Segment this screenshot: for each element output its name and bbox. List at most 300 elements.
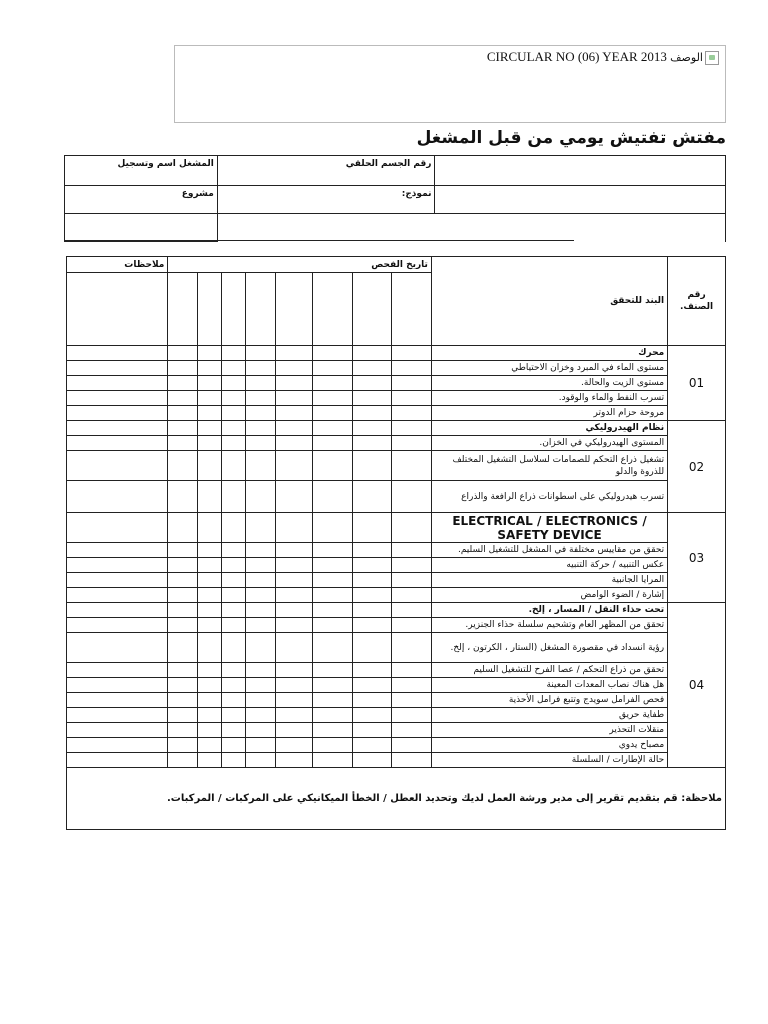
check-item: تحقق من ذراع التحكم / عصا الفرح للتشغيل السليم — [431, 663, 667, 678]
check-cell[interactable] — [222, 376, 246, 391]
check-cell[interactable] — [67, 436, 168, 451]
section-heading: تحت حذاء النقل / المسار ، إلخ. — [431, 603, 667, 618]
check-cell[interactable] — [168, 406, 197, 421]
footer-note: ملاحظة: قم بتقديم تقرير إلى مدير ورشة العمل لديك وتحديد العطل / الخطأ الميكانيكي على المركبات / المركبات. — [67, 768, 726, 830]
check-cell[interactable] — [67, 376, 168, 391]
check-cell[interactable] — [168, 376, 197, 391]
check-cell[interactable] — [168, 738, 197, 753]
check-cell[interactable] — [275, 543, 313, 558]
check-cell[interactable] — [67, 723, 168, 738]
check-item: مستوى الزيت والحالة. — [431, 376, 667, 391]
check-cell[interactable] — [168, 543, 197, 558]
check-cell[interactable] — [246, 361, 275, 376]
check-cell[interactable] — [197, 406, 221, 421]
check-cell[interactable] — [275, 346, 313, 361]
check-cell[interactable] — [197, 603, 221, 618]
check-cell[interactable] — [313, 481, 353, 513]
check-cell[interactable] — [222, 346, 246, 361]
check-cell[interactable] — [246, 513, 275, 543]
check-cell[interactable] — [197, 753, 221, 768]
check-cell[interactable] — [168, 753, 197, 768]
table-row — [67, 663, 726, 678]
check-cell[interactable] — [246, 376, 275, 391]
check-cell[interactable] — [392, 603, 432, 618]
check-cell[interactable] — [392, 573, 432, 588]
check-cell[interactable] — [392, 708, 432, 723]
check-cell[interactable] — [352, 588, 392, 603]
check-cell[interactable] — [67, 603, 168, 618]
check-cell[interactable] — [222, 391, 246, 406]
check-cell[interactable] — [392, 436, 432, 451]
check-cell[interactable] — [67, 753, 168, 768]
check-cell[interactable] — [392, 618, 432, 633]
check-cell[interactable] — [313, 633, 353, 663]
check-cell[interactable] — [352, 678, 392, 693]
check-cell[interactable] — [352, 406, 392, 421]
check-cell[interactable] — [352, 738, 392, 753]
check-cell[interactable] — [352, 346, 392, 361]
divider-line — [64, 240, 574, 241]
check-cell[interactable] — [275, 708, 313, 723]
check-cell[interactable] — [168, 633, 197, 663]
check-cell[interactable] — [168, 618, 197, 633]
check-cell[interactable] — [168, 391, 197, 406]
check-cell[interactable] — [222, 738, 246, 753]
check-cell[interactable] — [275, 738, 313, 753]
check-cell[interactable] — [168, 513, 197, 543]
check-cell[interactable] — [197, 558, 221, 573]
check-cell[interactable] — [197, 678, 221, 693]
check-cell[interactable] — [197, 421, 221, 436]
check-cell[interactable] — [313, 376, 353, 391]
check-cell[interactable] — [275, 573, 313, 588]
check-item: مصباح يدوي — [431, 738, 667, 753]
table-row — [67, 481, 726, 513]
table-row — [67, 451, 726, 481]
check-cell[interactable] — [197, 346, 221, 361]
check-cell[interactable] — [197, 513, 221, 543]
broken-image-icon — [705, 51, 719, 65]
check-item: تسرب النفط والماء والوقود. — [431, 391, 667, 406]
check-item: تحقق من المظهر العام وتشحيم سلسلة حذاء الجنزير. — [431, 618, 667, 633]
check-cell[interactable] — [352, 391, 392, 406]
check-cell[interactable] — [168, 421, 197, 436]
check-cell[interactable] — [246, 436, 275, 451]
check-cell[interactable] — [352, 481, 392, 513]
check-cell[interactable] — [222, 693, 246, 708]
table-row — [67, 391, 726, 406]
check-cell[interactable] — [222, 678, 246, 693]
check-cell[interactable] — [313, 678, 353, 693]
table-row — [67, 633, 726, 663]
section-heading: نظام الهيدروليكي — [431, 421, 667, 436]
table-row — [67, 678, 726, 693]
extra-row-blank — [217, 214, 725, 242]
check-cell[interactable] — [246, 421, 275, 436]
check-cell[interactable] — [313, 738, 353, 753]
check-cell[interactable] — [168, 588, 197, 603]
check-cell[interactable] — [222, 708, 246, 723]
check-cell[interactable] — [392, 693, 432, 708]
section-heading: ELECTRICAL / ELECTRONICS / SAFETY DEVICE — [431, 513, 667, 543]
table-row — [67, 723, 726, 738]
check-cell[interactable] — [313, 708, 353, 723]
check-cell[interactable] — [275, 588, 313, 603]
check-cell[interactable] — [392, 451, 432, 481]
check-cell[interactable] — [246, 663, 275, 678]
check-cell[interactable] — [168, 573, 197, 588]
check-cell[interactable] — [67, 543, 168, 558]
check-cell[interactable] — [222, 618, 246, 633]
check-item: تشغيل ذراع التحكم للصمامات لسلاسل التشغيل المختلف للذروة والدلو — [431, 451, 667, 481]
check-cell[interactable] — [352, 708, 392, 723]
table-row — [67, 573, 726, 588]
section-number: 04 — [668, 603, 726, 768]
check-cell[interactable] — [275, 451, 313, 481]
check-cell[interactable] — [197, 391, 221, 406]
section-number: 03 — [668, 513, 726, 603]
check-item: المرايا الجانبية — [431, 573, 667, 588]
table-row — [67, 753, 726, 768]
check-cell[interactable] — [168, 693, 197, 708]
check-cell[interactable] — [67, 451, 168, 481]
check-cell[interactable] — [313, 693, 353, 708]
check-cell[interactable] — [197, 451, 221, 481]
check-cell[interactable] — [246, 633, 275, 663]
check-cell[interactable] — [67, 391, 168, 406]
operator-name-label: المشغل اسم وتسجيل — [65, 156, 218, 186]
check-cell[interactable] — [313, 346, 353, 361]
check-cell[interactable] — [222, 723, 246, 738]
check-cell[interactable] — [246, 738, 275, 753]
table-row — [67, 346, 726, 361]
check-cell[interactable] — [197, 618, 221, 633]
check-cell[interactable] — [246, 573, 275, 588]
image-alt-text: الوصف — [670, 51, 703, 64]
check-cell[interactable] — [392, 738, 432, 753]
inspection-table-body — [67, 257, 726, 830]
model-value[interactable] — [435, 186, 726, 214]
check-cell[interactable] — [67, 361, 168, 376]
table-row — [67, 738, 726, 753]
table-row — [67, 618, 726, 633]
check-cell[interactable] — [392, 346, 432, 361]
check-cell[interactable] — [392, 391, 432, 406]
check-cell[interactable] — [392, 633, 432, 663]
check-cell[interactable] — [313, 421, 353, 436]
table-row — [67, 436, 726, 451]
check-cell[interactable] — [168, 723, 197, 738]
check-cell[interactable] — [392, 678, 432, 693]
check-cell[interactable] — [197, 663, 221, 678]
check-cell[interactable] — [67, 693, 168, 708]
table-row — [67, 708, 726, 723]
check-cell[interactable] — [246, 678, 275, 693]
check-cell[interactable] — [222, 588, 246, 603]
check-cell[interactable] — [313, 391, 353, 406]
check-cell[interactable] — [67, 573, 168, 588]
table-row — [67, 361, 726, 376]
check-item: تسرب هيدروليكي على اسطوانات ذراع الرافعة والذراع — [431, 481, 667, 513]
check-cell[interactable] — [275, 663, 313, 678]
check-cell[interactable] — [392, 753, 432, 768]
check-cell[interactable] — [222, 513, 246, 543]
extra-cell[interactable] — [65, 214, 218, 242]
check-cell[interactable] — [67, 406, 168, 421]
circular-number: CIRCULAR NO (06) YEAR 2013 — [486, 49, 667, 64]
check-cell[interactable] — [246, 603, 275, 618]
check-cell[interactable] — [352, 573, 392, 588]
check-cell[interactable] — [168, 603, 197, 618]
check-cell[interactable] — [67, 738, 168, 753]
check-cell[interactable] — [275, 603, 313, 618]
page-title: مفتش تفتيش يومي من قبل المشغل — [416, 128, 726, 148]
date-column-cell[interactable] — [246, 273, 275, 346]
body-number-label: رقم الجسم الحلقي — [217, 156, 435, 186]
check-cell[interactable] — [275, 558, 313, 573]
check-cell[interactable] — [246, 693, 275, 708]
check-cell[interactable] — [313, 543, 353, 558]
check-cell[interactable] — [67, 708, 168, 723]
check-cell[interactable] — [197, 693, 221, 708]
check-cell[interactable] — [222, 573, 246, 588]
operator-info-table — [64, 155, 726, 242]
check-cell[interactable] — [67, 513, 168, 543]
check-cell[interactable] — [246, 391, 275, 406]
check-cell[interactable] — [168, 663, 197, 678]
table-row — [67, 513, 726, 543]
check-cell[interactable] — [67, 633, 168, 663]
check-cell[interactable] — [313, 603, 353, 618]
check-cell[interactable] — [197, 738, 221, 753]
check-cell[interactable] — [392, 723, 432, 738]
check-cell[interactable] — [275, 376, 313, 391]
check-cell[interactable] — [313, 406, 353, 421]
check-cell[interactable] — [222, 481, 246, 513]
check-cell[interactable] — [352, 723, 392, 738]
check-cell[interactable] — [67, 618, 168, 633]
check-cell[interactable] — [392, 588, 432, 603]
check-cell[interactable] — [67, 558, 168, 573]
section-number: 01 — [668, 346, 726, 421]
check-cell[interactable] — [275, 633, 313, 663]
table-row — [67, 558, 726, 573]
check-cell[interactable] — [275, 361, 313, 376]
check-cell[interactable] — [313, 513, 353, 543]
check-item: المستوى الهيدروليكي في الخزان. — [431, 436, 667, 451]
check-item: مستوى الماء في المبرد وخزان الاحتياطي — [431, 361, 667, 376]
check-cell[interactable] — [168, 436, 197, 451]
check-cell[interactable] — [197, 708, 221, 723]
check-cell[interactable] — [352, 361, 392, 376]
check-cell[interactable] — [222, 753, 246, 768]
date-column-cell[interactable] — [313, 273, 353, 346]
check-cell[interactable] — [246, 481, 275, 513]
check-cell[interactable] — [246, 618, 275, 633]
table-row — [67, 588, 726, 603]
check-cell[interactable] — [352, 376, 392, 391]
table-row — [67, 603, 726, 618]
check-cell[interactable] — [67, 481, 168, 513]
circular-header — [487, 49, 719, 65]
check-cell[interactable] — [246, 558, 275, 573]
inspection-table — [66, 256, 726, 830]
check-cell[interactable] — [392, 376, 432, 391]
check-cell[interactable] — [275, 406, 313, 421]
check-cell[interactable] — [197, 361, 221, 376]
check-cell[interactable] — [67, 678, 168, 693]
check-cell[interactable] — [313, 451, 353, 481]
table-row — [67, 406, 726, 421]
date-column-cell[interactable] — [222, 273, 246, 346]
check-cell[interactable] — [313, 588, 353, 603]
check-cell[interactable] — [352, 603, 392, 618]
table-row — [67, 376, 726, 391]
check-cell[interactable] — [275, 753, 313, 768]
check-cell[interactable] — [197, 588, 221, 603]
check-cell[interactable] — [275, 481, 313, 513]
check-cell[interactable] — [222, 406, 246, 421]
check-cell[interactable] — [392, 663, 432, 678]
check-cell[interactable] — [246, 406, 275, 421]
check-cell[interactable] — [246, 543, 275, 558]
check-cell[interactable] — [197, 481, 221, 513]
check-cell[interactable] — [352, 543, 392, 558]
check-cell[interactable] — [222, 558, 246, 573]
check-cell[interactable] — [275, 693, 313, 708]
check-cell[interactable] — [275, 391, 313, 406]
check-item: منقلات التحذير — [431, 723, 667, 738]
check-cell[interactable] — [392, 481, 432, 513]
check-cell[interactable] — [352, 753, 392, 768]
check-cell[interactable] — [168, 558, 197, 573]
check-cell[interactable] — [275, 513, 313, 543]
check-cell[interactable] — [222, 663, 246, 678]
check-cell[interactable] — [168, 451, 197, 481]
check-cell[interactable] — [392, 406, 432, 421]
check-cell[interactable] — [67, 588, 168, 603]
date-column-cell[interactable] — [67, 273, 168, 346]
check-item: تحقق من مقاييس مختلفة في المشغل للتشغيل السليم. — [431, 543, 667, 558]
check-cell[interactable] — [222, 633, 246, 663]
check-cell[interactable] — [275, 678, 313, 693]
check-item: إشارة / الضوء الوامض — [431, 588, 667, 603]
date-column-cell[interactable] — [197, 273, 221, 346]
check-cell[interactable] — [313, 618, 353, 633]
check-item: رؤية انسداد في مقصورة المشغل (الستار ، الكرتون ، إلخ. — [431, 633, 667, 663]
check-cell[interactable] — [222, 543, 246, 558]
check-cell[interactable] — [67, 346, 168, 361]
check-cell[interactable] — [168, 708, 197, 723]
check-cell[interactable] — [352, 421, 392, 436]
check-cell[interactable] — [222, 421, 246, 436]
check-cell[interactable] — [352, 513, 392, 543]
check-cell[interactable] — [392, 361, 432, 376]
date-column-cell[interactable] — [352, 273, 392, 346]
check-cell[interactable] — [275, 436, 313, 451]
check-item: حالة الإطارات / السلسلة — [431, 753, 667, 768]
body-number-value[interactable] — [435, 156, 726, 186]
check-cell[interactable] — [168, 346, 197, 361]
item-check-header: البند للتحقق — [431, 257, 667, 346]
check-cell[interactable] — [313, 753, 353, 768]
model-label: نموذج: — [217, 186, 435, 214]
check-cell[interactable] — [222, 436, 246, 451]
inspection-date-header: تاريخ الفحص — [168, 257, 432, 273]
table-row — [67, 693, 726, 708]
check-item: هل هناك نصاب المعدات المعينة — [431, 678, 667, 693]
check-cell[interactable] — [392, 558, 432, 573]
date-column-cell[interactable] — [392, 273, 432, 346]
check-cell[interactable] — [313, 361, 353, 376]
item-number-header: رقم الصنف. — [668, 257, 726, 346]
check-cell[interactable] — [313, 723, 353, 738]
check-cell[interactable] — [352, 558, 392, 573]
check-item: طفاية حريق — [431, 708, 667, 723]
check-cell[interactable] — [275, 723, 313, 738]
check-cell[interactable] — [352, 633, 392, 663]
table-header-row — [67, 257, 726, 273]
check-cell[interactable] — [313, 573, 353, 588]
check-cell[interactable] — [313, 663, 353, 678]
table-row — [67, 421, 726, 436]
check-cell[interactable] — [392, 421, 432, 436]
project-label: مشروع — [65, 186, 218, 214]
check-cell[interactable] — [352, 451, 392, 481]
check-cell[interactable] — [197, 633, 221, 663]
check-cell[interactable] — [197, 543, 221, 558]
check-cell[interactable] — [67, 663, 168, 678]
check-cell[interactable] — [246, 708, 275, 723]
check-cell[interactable] — [197, 376, 221, 391]
check-cell[interactable] — [352, 436, 392, 451]
check-cell[interactable] — [275, 618, 313, 633]
check-cell[interactable] — [392, 543, 432, 558]
check-item: فحص الفرامل سويدج وتتبع فرامل الأحذية — [431, 693, 667, 708]
check-cell[interactable] — [197, 723, 221, 738]
check-cell[interactable] — [352, 693, 392, 708]
check-item: عكس التنبيه / حركة التنبيه — [431, 558, 667, 573]
check-cell[interactable] — [313, 436, 353, 451]
check-cell[interactable] — [352, 618, 392, 633]
check-cell[interactable] — [246, 346, 275, 361]
check-cell[interactable] — [168, 361, 197, 376]
check-cell[interactable] — [222, 603, 246, 618]
check-cell[interactable] — [313, 558, 353, 573]
section-heading: محرك — [431, 346, 667, 361]
section-number: 02 — [668, 421, 726, 513]
check-cell[interactable] — [67, 421, 168, 436]
date-column-cell[interactable] — [168, 273, 197, 346]
date-column-cell[interactable] — [275, 273, 313, 346]
note-row — [67, 768, 726, 830]
check-cell[interactable] — [392, 513, 432, 543]
check-cell[interactable] — [275, 421, 313, 436]
table-row — [67, 543, 726, 558]
check-cell[interactable] — [246, 723, 275, 738]
check-cell[interactable] — [246, 753, 275, 768]
check-cell[interactable] — [197, 573, 221, 588]
check-cell[interactable] — [352, 663, 392, 678]
check-cell[interactable] — [246, 451, 275, 481]
check-cell[interactable] — [168, 678, 197, 693]
check-cell[interactable] — [222, 451, 246, 481]
check-cell[interactable] — [246, 588, 275, 603]
check-cell[interactable] — [222, 361, 246, 376]
check-cell[interactable] — [168, 481, 197, 513]
check-cell[interactable] — [197, 436, 221, 451]
check-item: مروحة حزام الدوتر — [431, 406, 667, 421]
